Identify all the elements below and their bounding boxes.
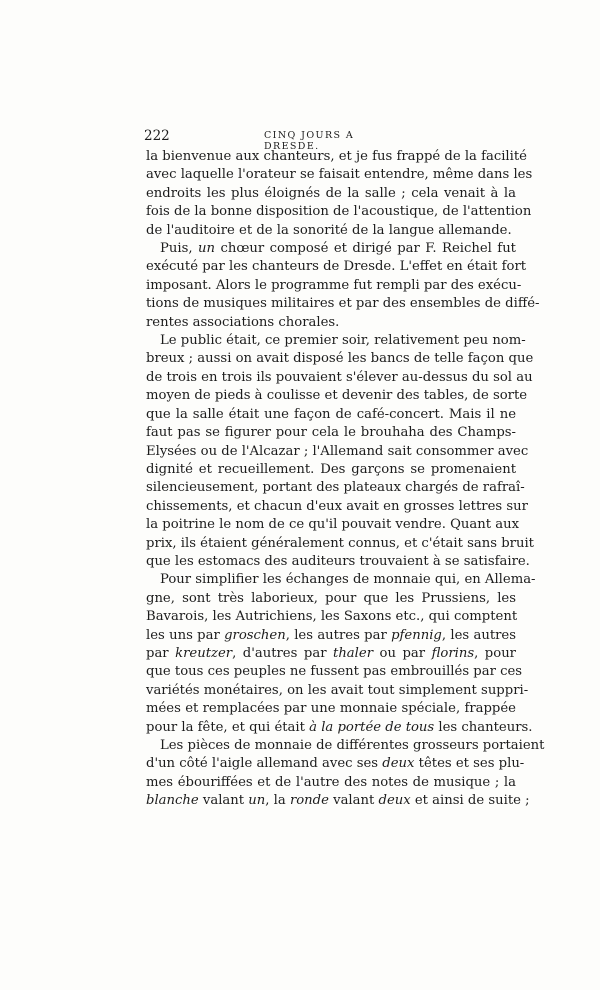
paragraph [146,737,545,811]
body-text [146,148,545,811]
text-line: gne, sont très laborieux, pour que les Prussiens, les [146,590,516,606]
text-line: chissements, et chacun d'eux avait en grosses lettres sur [146,498,528,514]
text-line: les uns par groschen, les autres par pfennig, les autres [146,627,516,643]
text-line: silencieusement, portant des plateaux chargés de rafraî- [146,480,525,496]
text-line: imposant. Alors le programme fut rempli par des exécu- [146,277,522,293]
text-line: d'un côté l'aigle allemand avec ses deux têtes et ses plu- [146,756,525,772]
text-line: exécuté par les chanteurs de Dresde. L'effet en était fort [146,259,527,275]
text-line: moyen de pieds à coulisse et devenir des tables, de sorte [146,388,528,404]
text-line: dignité et recueillement. Des garçons se promenaient [146,461,516,477]
text-line: Elysées ou de l'Alcazar ; l'Allemand sait consommer avec [146,443,529,459]
text-line: fois de la bonne disposition de l'acoustique, de l'attention [146,204,532,220]
text-line: que tous ces peuples ne fussent pas embrouillés par ces [146,664,523,680]
paragraph [146,240,540,332]
page-number: 222 [144,128,170,144]
text-line: Puis, un chœur composé et dirigé par F. Reichel fut [160,241,516,257]
text-line: de l'auditoire et de la sonorité de la langue allemande. [146,222,512,238]
text-line: Pour simplifier les échanges de monnaie qui, en Allema- [160,572,536,588]
text-line: variétés monétaires, on les avait tout simplement suppri- [146,682,529,698]
text-line: que les estomacs des auditeurs trouvaient à se satisfaire. [146,553,530,569]
text-line: Le public était, ce premier soir, relativement peu nom- [160,333,526,349]
text-line: prix, ils étaient généralement connus, et c'était sans bruit [146,535,534,551]
text-line: la poitrine le nom de ce qu'il pouvait vendre. Quant aux [146,517,520,533]
text-line: faut pas se figurer pour cela le brouhaha des Champs- [146,425,516,441]
text-line: rentes associations chorales. [146,314,340,330]
text-line: tions de musiques militaires et par des ensembles de diffé- [146,296,540,312]
paragraph [146,571,536,737]
text-line: Les pièces de monnaie de différentes grosseurs portaient [160,738,545,753]
paragraph [146,148,533,240]
text-line: avec laquelle l'orateur se faisait entendre, même dans les [146,167,533,183]
text-line: la bienvenue aux chanteurs, et je fus frappé de la facilité [146,149,527,164]
text-line: mes ébouriffées et de l'autre des notes de musique ; la [146,774,516,790]
text-line: pour la fête, et qui était à la portée de tous les chanteurs. [146,719,533,735]
text-line: mées et remplacées par une monnaie spéciale, frappée [146,701,516,717]
text-line: breux ; aussi on avait disposé les bancs de telle façon que [146,351,534,367]
text-line: endroits les plus éloignés de la salle ; cela venait à la [146,185,516,201]
text-line: de trois en trois ils pouvaient s'élever au-dessus du sol au [146,369,533,385]
text-line: par kreutzer, d'autres par thaler ou par florins, pour [146,645,516,661]
text-line: blanche valant un, la ronde valant deux et ainsi de suite ; [146,793,530,809]
text-line: que la salle était une façon de café-concert. Mais il ne [146,406,516,422]
running-title: CINQ JOURS A DRESDE. [264,130,355,152]
paragraph [146,332,534,571]
page-header [144,128,406,152]
text-line: Bavarois, les Autrichiens, les Saxons etc., qui comptent [146,609,518,625]
